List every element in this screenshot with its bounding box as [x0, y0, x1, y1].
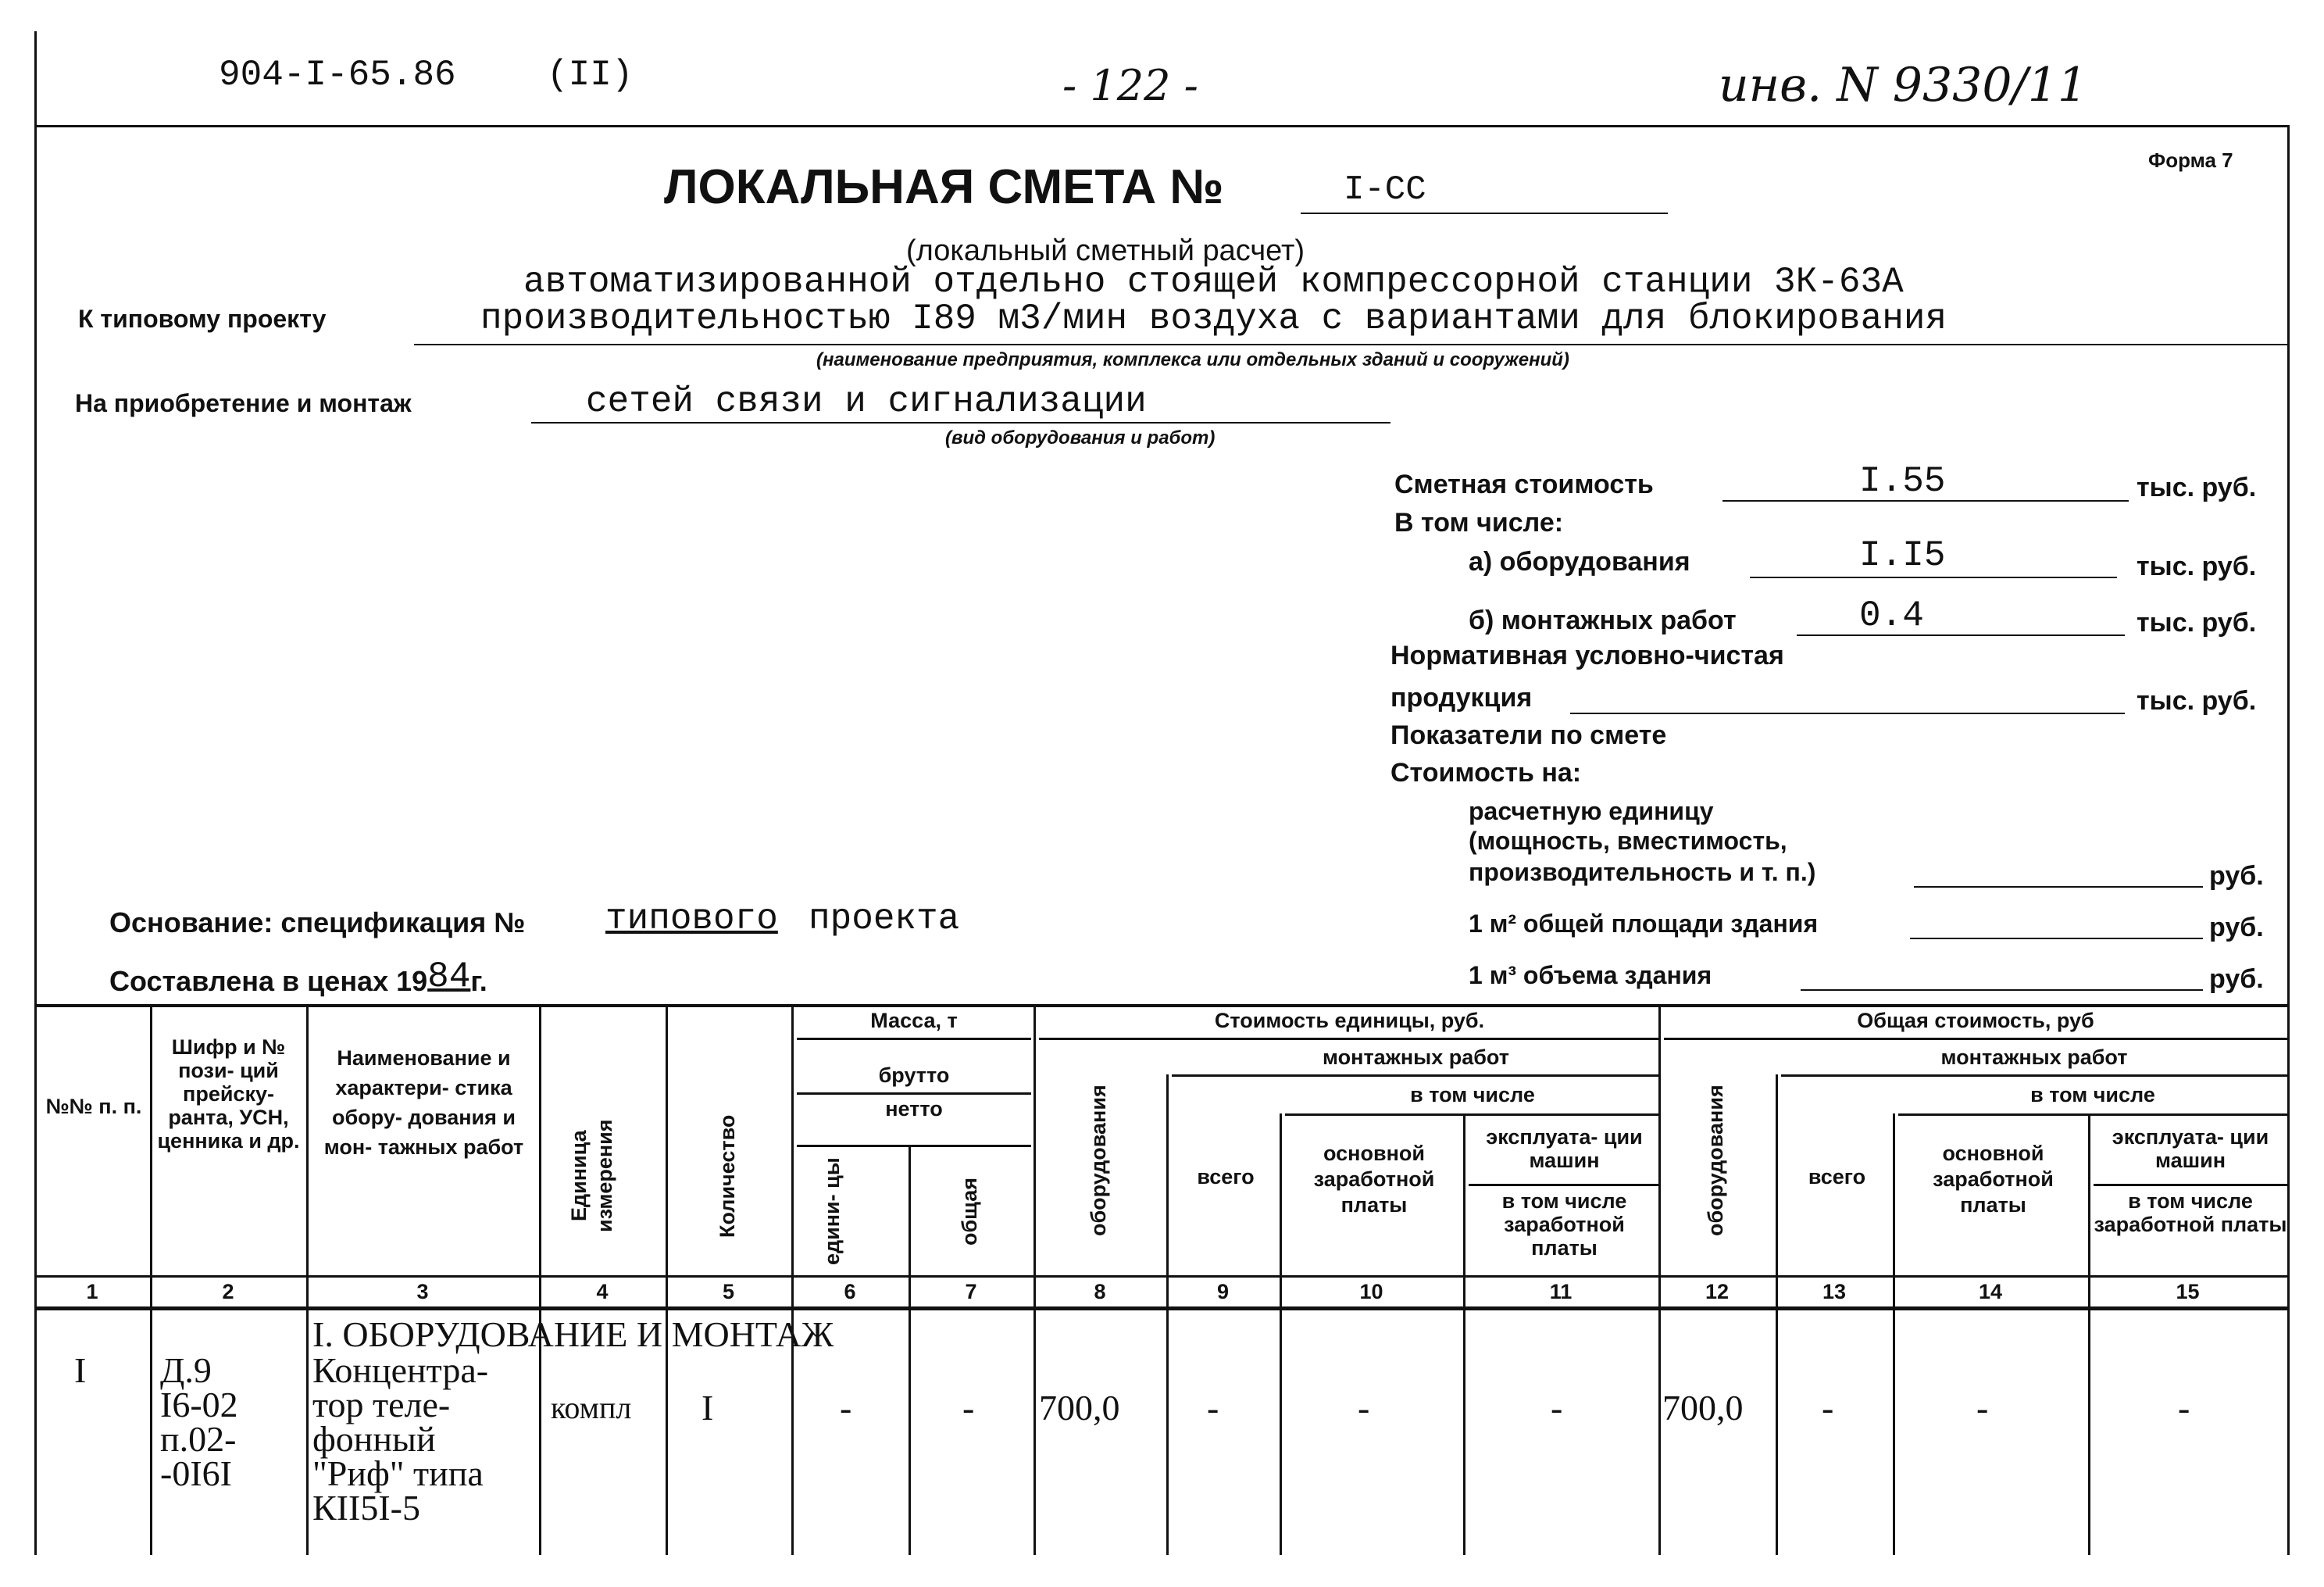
col-number-12: 12 [1705, 1280, 1730, 1303]
estimated-cost-value: I.55 [1859, 461, 1946, 502]
calc-unit-rub: руб. [2209, 861, 2264, 891]
doc-title: ЛОКАЛЬНАЯ СМЕТА № [664, 160, 1224, 214]
equipment-cost-value: I.I5 [1859, 535, 1946, 576]
h-mounting: монтажных работ [1323, 1045, 1509, 1069]
estimated-cost-unit: тыс. руб. [2137, 473, 2257, 502]
row-code: Д.9 I6-02 п.02- -0I6I [160, 1350, 238, 1493]
normative-line [1570, 713, 2125, 714]
mounting-cost-line [1797, 634, 2125, 636]
h-all: всего [1197, 1165, 1255, 1188]
h-netto: нетто [885, 1097, 943, 1121]
col-line-8 [1166, 1074, 1169, 1555]
prices-label [109, 956, 487, 1002]
h-total-mounting: монтажных работ [1940, 1045, 2128, 1069]
estimated-cost-line [1722, 500, 2129, 502]
basis-suffix: проекта [809, 899, 960, 939]
mounting-cost-unit: тыс. руб. [2137, 608, 2257, 638]
calc-unit-line [1914, 886, 2203, 888]
table-numbers-line [34, 1275, 2290, 1278]
total-machines-line [2094, 1184, 2287, 1186]
calc-unit-3: производительность и т. п.) [1469, 858, 1816, 886]
area-label: 1 м² общей площади здания [1469, 910, 1819, 938]
col-number-4: 4 [596, 1280, 609, 1303]
row-wages: - [1358, 1388, 1370, 1428]
row-equipment: 700,0 [1039, 1388, 1120, 1428]
total-cost-line [1664, 1038, 2287, 1040]
frame-left [34, 31, 37, 1555]
h-total-incl: в том числе [2030, 1083, 2155, 1106]
project-line2: производительностью I89 м3/мин воздуха с вариантами для блокирования [480, 298, 1947, 339]
project-caption: (наименование предприятия, комплекса или отдельных зданий и сооружений) [816, 349, 1569, 370]
doc-code: 904-I-65.86 [219, 55, 456, 95]
basis-value: типового [605, 899, 778, 939]
volume-rub: руб. [2209, 964, 2264, 994]
h-mass-unit: едини- цы [820, 1157, 844, 1265]
row-mass-unit: - [840, 1388, 852, 1428]
col-number-13: 13 [1822, 1280, 1847, 1303]
indicators-label: Показатели по смете [1390, 720, 1667, 750]
h-qty: Количество [716, 1114, 739, 1238]
form-label: Форма 7 [2148, 148, 2233, 172]
prices-suffix: г. [470, 965, 487, 997]
normative-unit: тыс. руб. [2137, 686, 2257, 716]
h-total-all: всего [1808, 1165, 1866, 1188]
h-wages: основной заработной платы [1313, 1142, 1435, 1217]
normative-label-2: продукция [1390, 683, 1533, 713]
h-total-wages: основной заработной платы [1933, 1142, 2054, 1217]
col-number-11: 11 [1549, 1280, 1573, 1303]
col-line-9 [1280, 1113, 1282, 1555]
h-machines-wages: в том числе заработной платы [1501, 1189, 1627, 1260]
calc-unit-2: (мощность, вместимость, [1469, 827, 1787, 855]
purpose-label: На приобретение и монтаж [75, 389, 412, 417]
col-number-8: 8 [1094, 1280, 1106, 1303]
col-number-14: 14 [1978, 1280, 2003, 1303]
mass-line [797, 1038, 1031, 1040]
volume-label: 1 м³ объема здания [1469, 961, 1712, 989]
unit-mounting-line [1172, 1074, 1660, 1077]
h-total-machines-wages: в том числе заработной платы [2094, 1189, 2287, 1236]
equipment-cost-unit: тыс. руб. [2137, 552, 2257, 581]
calc-unit-1: расчетную единицу [1469, 797, 1714, 825]
frame-top-rule [34, 125, 2290, 127]
col-number-6: 6 [844, 1280, 856, 1303]
h-num: №№ п. п. [45, 1095, 142, 1118]
h-mass-total: общая [958, 1177, 981, 1246]
row-all: - [1207, 1388, 1219, 1428]
doc-part: (II) [547, 55, 634, 95]
including-label: В том числе: [1394, 508, 1564, 538]
unit-cost-line [1039, 1038, 1660, 1040]
col-line-10 [1463, 1113, 1465, 1555]
project-label: К типовому проекту [78, 305, 327, 333]
col-number-15: 15 [2176, 1280, 2200, 1303]
row-machines: - [1551, 1388, 1563, 1428]
h-brutto: брутто [878, 1063, 950, 1087]
total-incl-line [1898, 1113, 2287, 1116]
estimate-number: I-CC [1344, 170, 1426, 209]
project-line1: автоматизированной отдельно стоящей компрессорной станции 3К-63А [523, 262, 1904, 302]
col-number-7: 7 [965, 1280, 977, 1303]
netto-line [797, 1145, 1031, 1147]
equipment-cost-label: а) оборудования [1469, 547, 1690, 577]
row-total-machines: - [2178, 1388, 2190, 1428]
doc-subtitle: (локальный сметный расчет) [906, 234, 1305, 267]
frame-right [2287, 125, 2290, 1555]
col-line-14 [2088, 1113, 2090, 1555]
h-incl: в том числе [1410, 1083, 1535, 1106]
normative-label-1: Нормативная условно-чистая [1390, 641, 1784, 670]
col-number-3: 3 [416, 1280, 429, 1303]
col-line-6 [909, 1145, 911, 1555]
row-total-wages: - [1976, 1388, 1989, 1428]
col-number-2: 2 [222, 1280, 234, 1303]
h-unit: Единица измерения [567, 1119, 616, 1233]
brutto-line [797, 1092, 1031, 1095]
unit-incl-line [1285, 1113, 1660, 1116]
equipment-cost-line [1750, 577, 2117, 578]
estimate-number-line [1301, 213, 1668, 214]
row-qty: I [701, 1388, 714, 1428]
project-line [414, 344, 2289, 345]
col-number-1: 1 [86, 1280, 98, 1303]
purpose-caption: (вид оборудования и работ) [945, 427, 1216, 449]
page-number: - 122 - [1062, 61, 1198, 110]
h-machines: эксплуата- ции машин [1486, 1125, 1643, 1172]
h-total-equipment: оборудования [1704, 1085, 1727, 1236]
total-mounting-line [1781, 1074, 2287, 1077]
table-body-line [34, 1306, 2290, 1310]
col-number-9: 9 [1216, 1280, 1230, 1303]
h-name: Наименование и характери- стика обору- дования и мон- тажных работ [323, 1046, 524, 1159]
row-num: I [74, 1350, 87, 1390]
purpose-line [531, 422, 1390, 424]
inventory-number: инв. N 9330/11 [1719, 58, 2088, 113]
prices-year: 84 [427, 956, 471, 997]
col-number-5: 5 [722, 1280, 735, 1303]
mounting-cost-value: 0.4 [1859, 595, 1924, 636]
area-rub: руб. [2209, 913, 2264, 942]
col-line-12 [1776, 1074, 1778, 1555]
estimated-cost-label: Сметная стоимость [1394, 470, 1654, 499]
row-total-all: - [1822, 1388, 1834, 1428]
h-code: Шифр и № пози- ций прейску- ранта, УСН, ценника и др. [157, 1035, 300, 1153]
cost-on-label: Стоимость на: [1390, 758, 1582, 788]
basis-label: Основание: спецификация № [109, 906, 526, 938]
h-total-cost: Общая стоимость, руб [1857, 1009, 2094, 1032]
h-equipment: оборудования [1087, 1085, 1110, 1236]
purpose-value: сетей связи и сигнализации [586, 381, 1147, 422]
row-mass-total: - [962, 1388, 975, 1428]
h-total-machines: эксплуата- ции машин [2112, 1125, 2269, 1172]
row-unit: компл [551, 1390, 632, 1425]
col-line-13 [1893, 1113, 1895, 1555]
row-total-equipment: 700,0 [1662, 1388, 1744, 1428]
col-number-10: 10 [1359, 1280, 1383, 1303]
prices-label-text: Составлена в ценах 19 [109, 965, 428, 997]
table-top-line [34, 1004, 2290, 1007]
mounting-cost-label: б) монтажных работ [1469, 606, 1737, 635]
area-line [1910, 938, 2203, 939]
h-unit-cost: Стоимость единицы, руб. [1214, 1009, 1485, 1032]
volume-line [1801, 989, 2203, 991]
row-name: Концентра- тор теле- фонный "Риф" типа КII5I-5 [312, 1350, 489, 1528]
unit-machines-line [1469, 1184, 1660, 1186]
section-title: I. ОБОРУДОВАНИЕ И МОНТАЖ [312, 1314, 834, 1354]
h-mass: Масса, т [870, 1009, 958, 1032]
